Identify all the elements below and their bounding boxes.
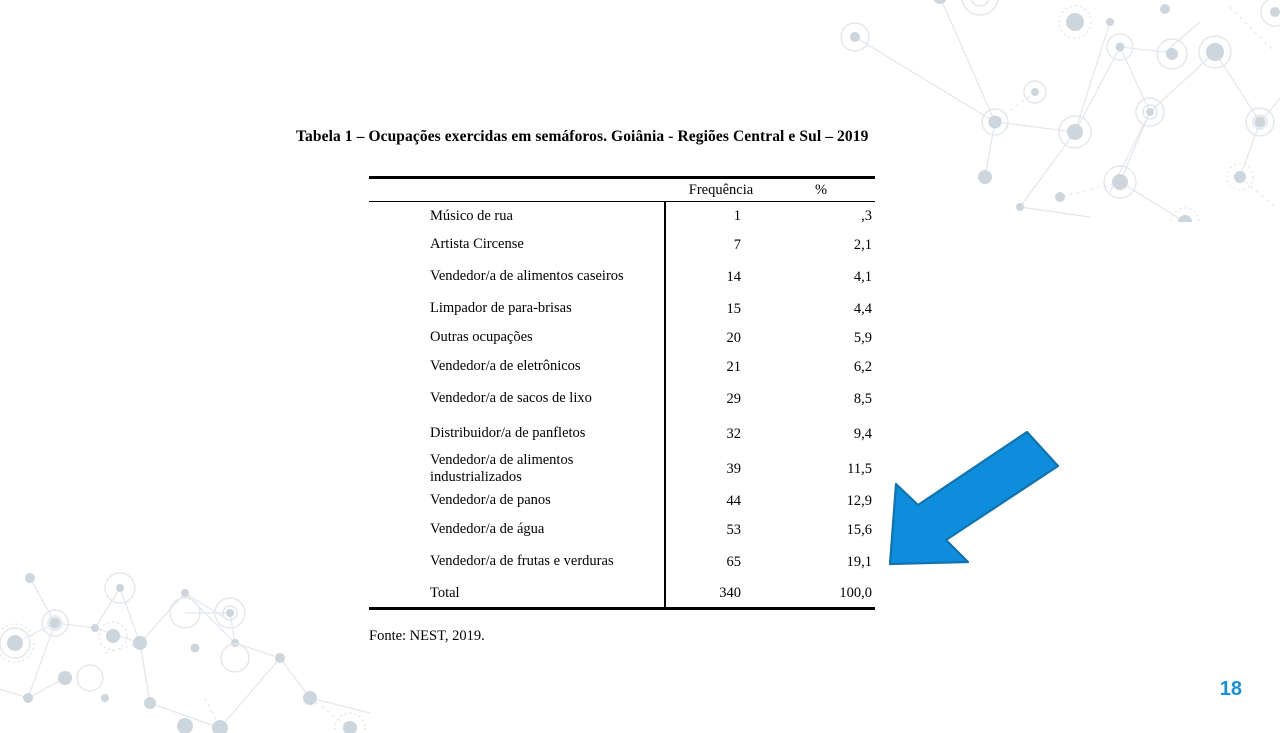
cell-frequencia: 1: [665, 202, 777, 231]
table-source: Fonte: NEST, 2019.: [369, 628, 485, 644]
cell-frequencia: 20: [665, 324, 777, 353]
cell-frequencia: 340: [665, 580, 777, 609]
frequency-table: [369, 176, 875, 610]
cell-occupation: Artista Circense: [430, 236, 524, 253]
cell-frequencia: 32: [665, 417, 777, 452]
table-row: [369, 417, 875, 452]
cell-occupation: Vendedor/a de sacos de lixo: [430, 390, 592, 407]
table-row: [369, 202, 875, 231]
cell-frequencia: 44: [665, 487, 777, 516]
cell-occupation: Vendedor/a de frutas e verduras: [430, 553, 614, 570]
table-row: [369, 580, 875, 609]
column-header-frequencia: Frequência: [665, 178, 777, 202]
table-body: [369, 202, 875, 609]
cell-percent: 19,1: [846, 553, 872, 570]
cell-percent: 100,0: [777, 580, 875, 609]
cell-percent: 2,1: [853, 236, 872, 253]
table-header: [369, 178, 875, 202]
cell-frequencia: 21: [665, 353, 777, 382]
cell-occupation: Vendedor/a de alimentos industrializados: [430, 451, 574, 485]
table-row: [369, 382, 875, 417]
cell-percent: 15,6: [846, 521, 872, 538]
cell-occupation: Vendedor/a de eletrônicos: [430, 358, 581, 375]
page-number: 18: [1219, 678, 1242, 700]
cell-frequencia: 7: [665, 231, 777, 260]
down-left-arrow-icon: [884, 428, 1062, 568]
cell-frequencia: 15: [665, 295, 777, 324]
cell-percent: 5,9: [853, 329, 872, 346]
table-row: [369, 260, 875, 295]
cell-occupation: Total: [369, 580, 665, 609]
table-row: [369, 324, 875, 353]
table-row: [369, 353, 875, 382]
table-header-row: [369, 178, 875, 202]
cell-occupation: Vendedor/a de panos: [430, 492, 551, 509]
frequency-table-container: [369, 176, 875, 610]
cell-percent: 8,5: [853, 390, 872, 407]
cell-percent: 4,4: [853, 300, 872, 317]
cell-occupation: Limpador de para-brisas: [430, 300, 572, 317]
column-header-occupation: [369, 178, 665, 202]
cell-occupation: Vendedor/a de água: [430, 521, 545, 538]
cell-occupation: Outras ocupações: [430, 329, 533, 346]
table-title: Tabela 1 – Ocupações exercidas em semáforos. Goiânia - Regiões Central e Sul – 2019: [296, 128, 869, 145]
cell-frequencia: 65: [665, 545, 777, 580]
cell-percent: 11,5: [847, 460, 872, 477]
table-row: [369, 487, 875, 516]
column-header-percent: %: [777, 178, 875, 202]
cell-percent: 6,2: [853, 358, 872, 375]
table-row: [369, 295, 875, 324]
cell-percent: 4,1: [853, 268, 872, 285]
table-row: [369, 231, 875, 260]
table-row: [369, 545, 875, 580]
cell-percent: 9,4: [853, 425, 872, 442]
table-row: [369, 516, 875, 545]
cell-percent: ,3: [861, 207, 872, 224]
cell-frequencia: 39: [665, 452, 777, 487]
cell-frequencia: 53: [665, 516, 777, 545]
cell-frequencia: 14: [665, 260, 777, 295]
cell-frequencia: 29: [665, 382, 777, 417]
cell-percent: 12,9: [846, 492, 872, 509]
cell-occupation: Músico de rua: [430, 207, 513, 224]
cell-occupation: Vendedor/a de alimentos caseiros: [430, 268, 624, 285]
table-row: [369, 452, 875, 487]
cell-occupation: Distribuidor/a de panfletos: [430, 425, 586, 442]
